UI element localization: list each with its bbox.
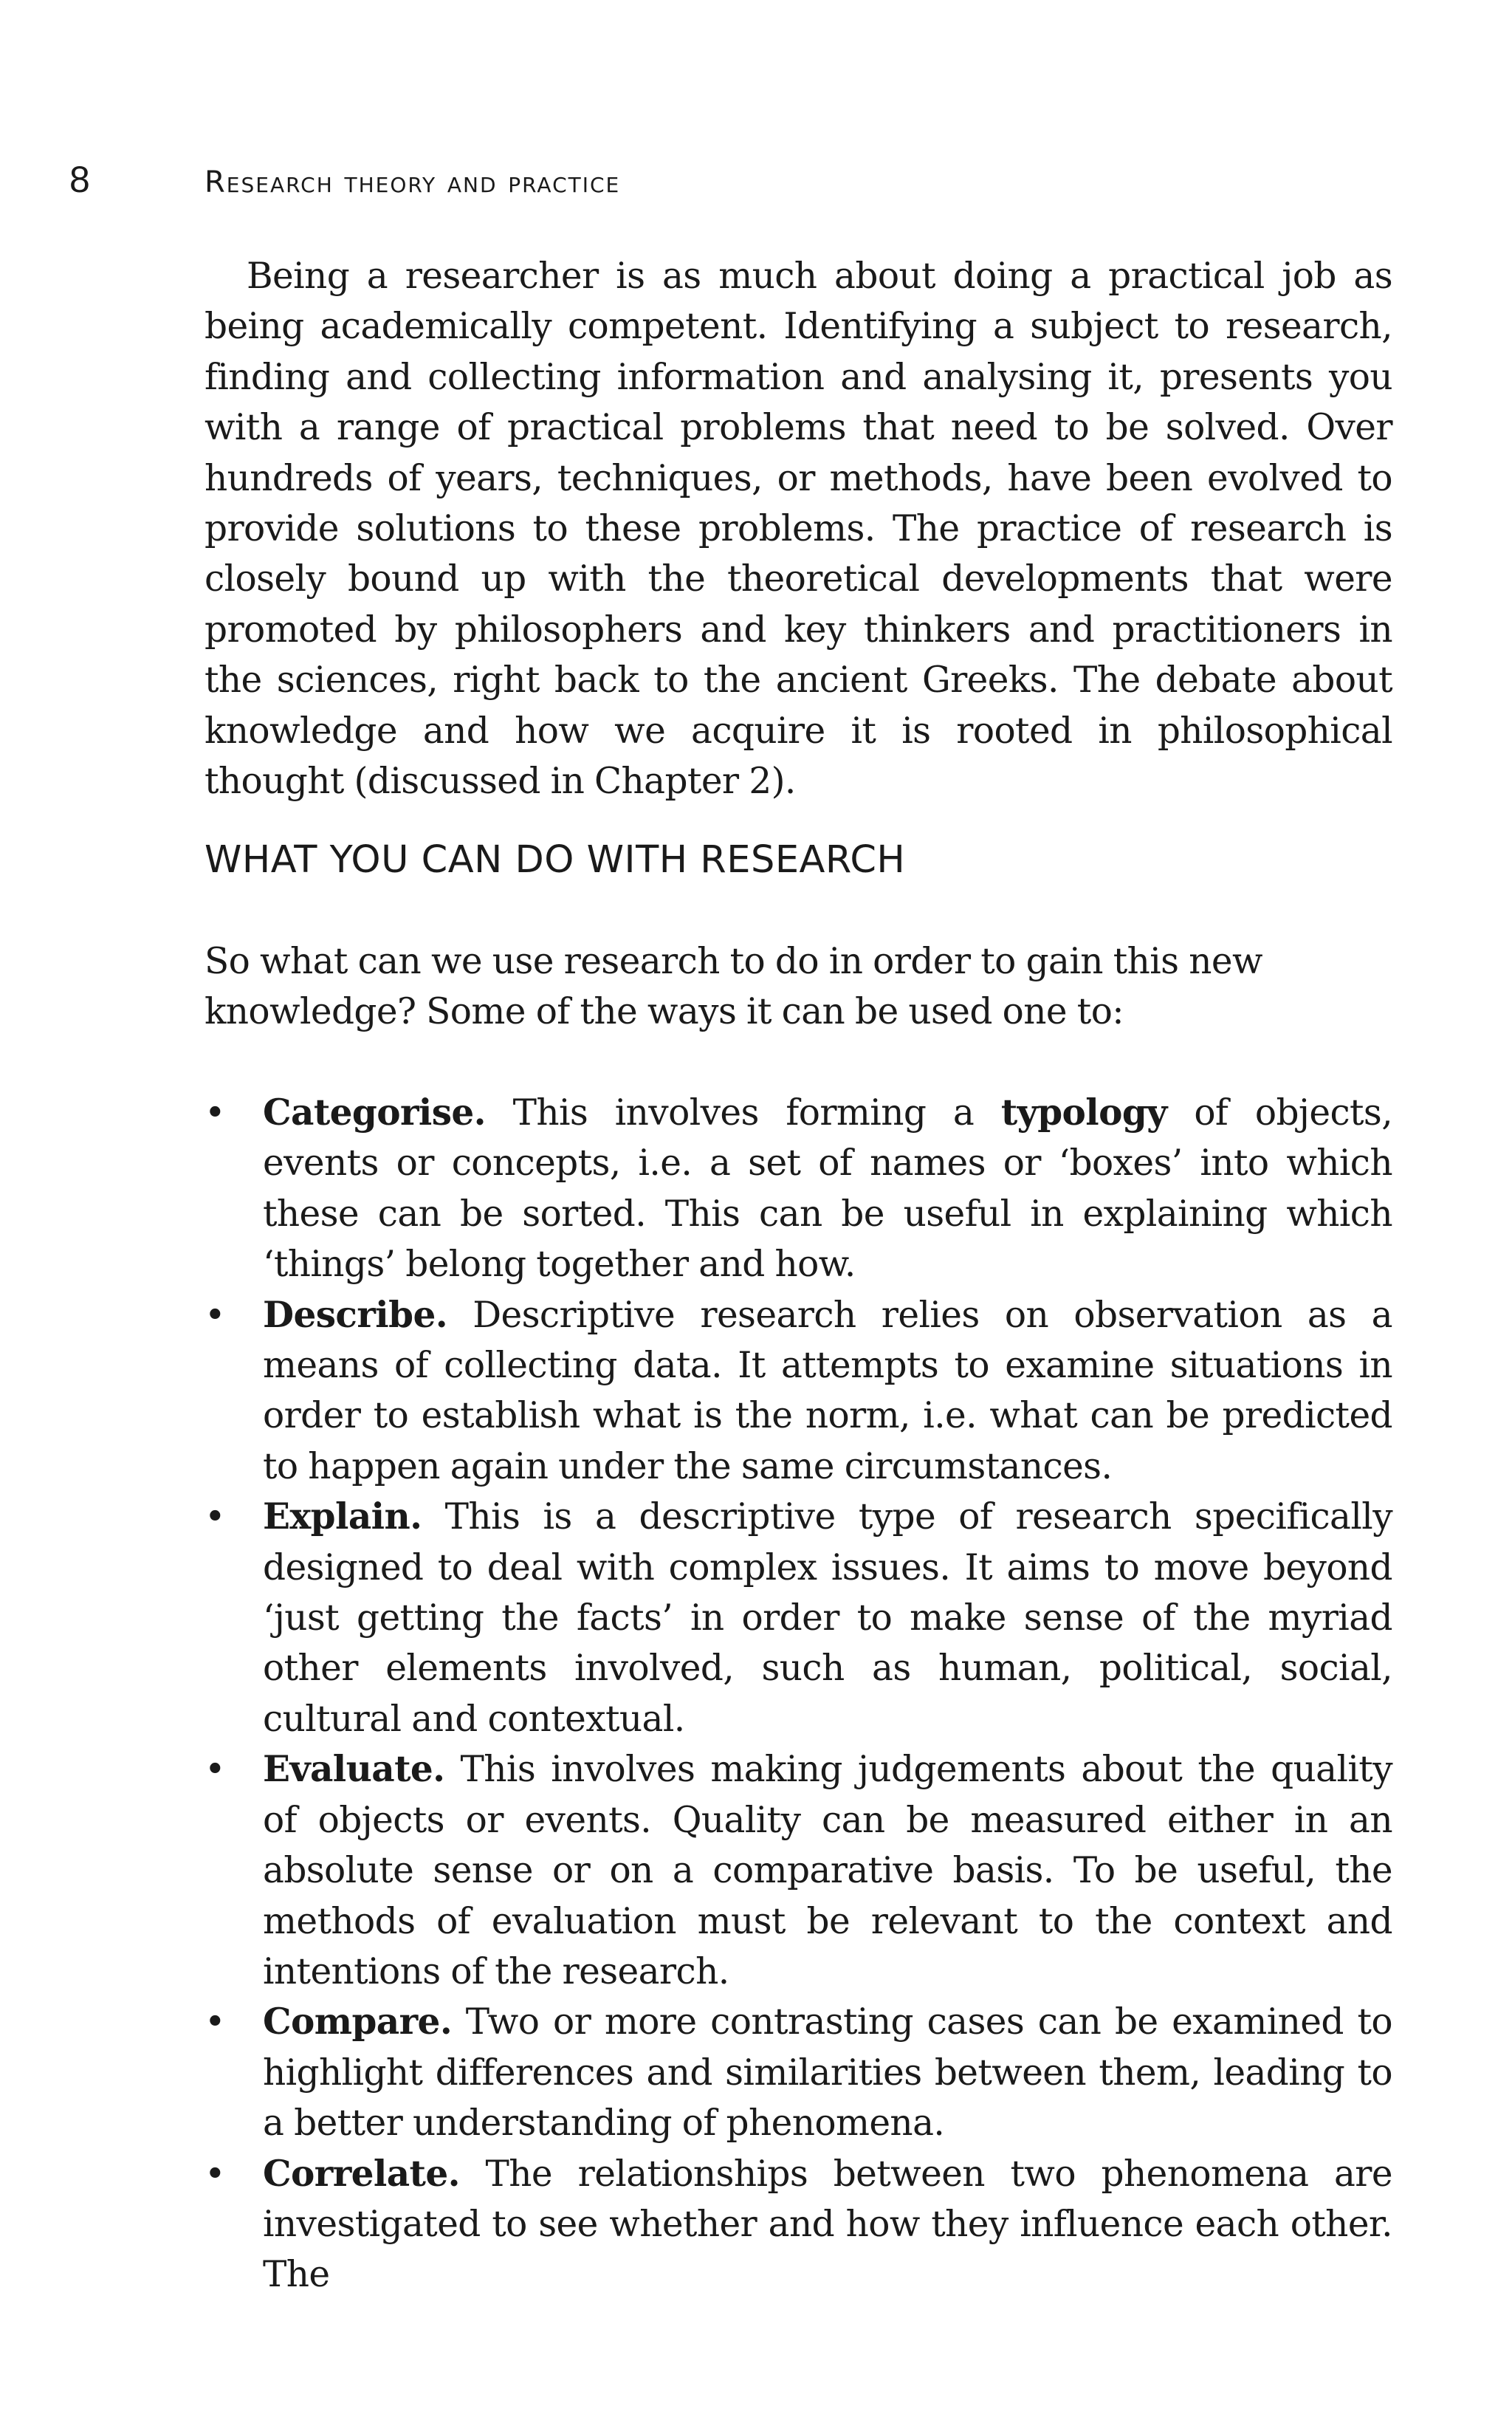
term-categorise: Categorise. [263, 1091, 486, 1134]
list-item-compare [205, 1997, 1392, 2148]
item-text: This involves forming a [485, 1092, 1001, 1134]
bullet-icon: • [205, 1092, 226, 1134]
intro-paragraph: Being a researcher is as much about doing a practical job as being academically competent. Identifying a subject to research, finding and collecting information and analysing it, presents you with a range of practical problems that need to be solved. Over hundreds of years, techniques, or methods, have been evolved to provide solutions to these problems. The practice of research is closely bound up with the theoretical developments that were promoted by philosophers and key thinkers and practitioners in the sciences, right back to the ancient Greeks. The debate about knowledge and how we acquire it is rooted in philosophical thought (discussed in Chapter 2). [205, 256, 1392, 803]
item-text: This is a descriptive type of research specifically designed to deal with complex issues. It aims to move beyond ‘just getting the facts’ in order to make sense of the myriad other elements involved, such as human, political, social, cultural and contextual. [263, 1496, 1392, 1740]
running-head [69, 154, 1398, 213]
bullet-icon: • [205, 1496, 226, 1538]
section-heading: WHAT YOU CAN DO WITH RESEARCH [205, 838, 906, 882]
running-title: Research theory and practice [205, 165, 621, 199]
item-text: Two or more contrasting cases can be examined to highlight differences and similarities between them, leading to a better understanding of phenomena. [263, 2001, 1392, 2145]
bullet-icon: • [205, 2153, 226, 2195]
term-describe: Describe. [263, 1293, 447, 1336]
section-lead-paragraph: So what can we use research to do in order to gain this new knowledge? Some of the ways it can be used one to: [205, 941, 1262, 1033]
research-uses-list [205, 1088, 1392, 2300]
bullet-icon: • [205, 2001, 226, 2043]
term-correlate: Correlate. [263, 2152, 460, 2195]
term-evaluate: Evaluate. [263, 1748, 445, 1791]
page-number: 8 [69, 159, 90, 200]
item-text: The relationships between two phenomena are investigated to see whether and how they influence each other. The [263, 2153, 1392, 2296]
item-text: This involves making judgements about the quality of objects or events. Quality can be measured either in an absolute sense or on a comparative basis. To be useful, the methods of evaluation must be relevant to the context and intentions of the research. [263, 1749, 1392, 1992]
list-item-describe [205, 1290, 1392, 1492]
item-text: of objects, events or concepts, i.e. a set of names or ‘boxes’ into which these can be sorted. This can be useful in explaining which ‘things’ belong together and how. [263, 1092, 1393, 1286]
item-text: Descriptive research relies on observation as a means of collecting data. It attempts to examine situations in order to establish what is the norm, i.e. what can be predicted to happen again under the same circumstances. [263, 1294, 1392, 1487]
term-compare: Compare. [263, 2001, 453, 2043]
bullet-icon: • [205, 1294, 226, 1336]
key-term-typology: typology [1000, 1091, 1167, 1134]
list-item-categorise [205, 1088, 1392, 1290]
bullet-icon: • [205, 1749, 226, 1791]
list-item-correlate [205, 2149, 1392, 2300]
list-item-evaluate [205, 1744, 1392, 1997]
list-item-explain [205, 1492, 1392, 1744]
term-explain: Explain. [263, 1495, 422, 1538]
